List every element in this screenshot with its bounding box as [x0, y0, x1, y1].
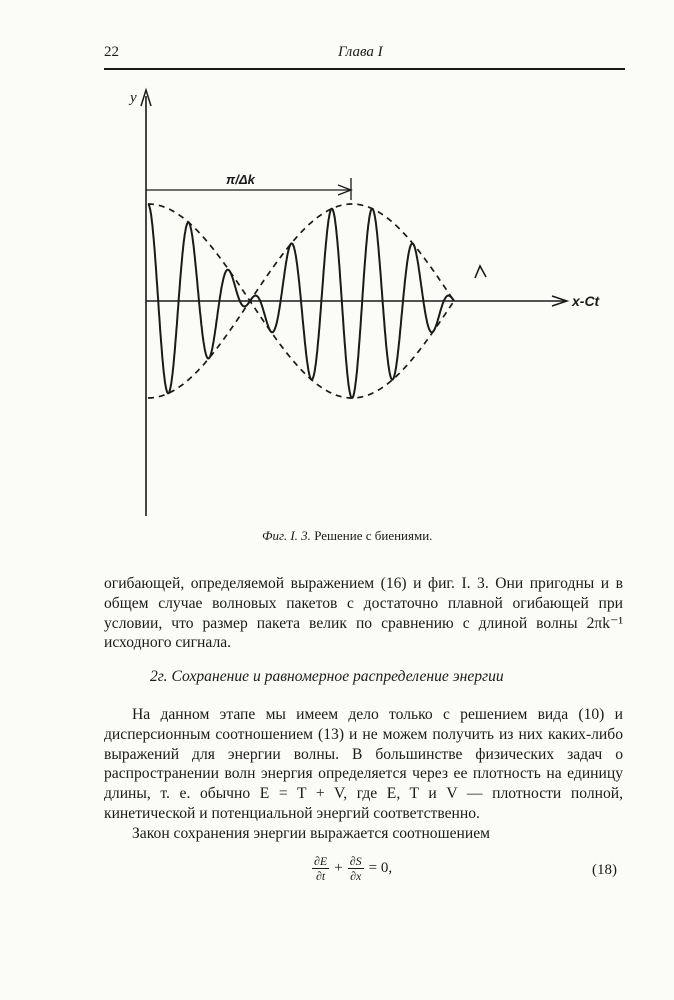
fraction-denominator: ∂t: [316, 869, 326, 883]
equation-rhs: = 0,: [368, 860, 393, 876]
dimension-label: π/Δk: [226, 172, 255, 187]
fraction-numerator: ∂E: [314, 854, 328, 868]
x-axis-label: x-Ct: [572, 293, 600, 309]
paragraph-3: Закон сохранения энергии выражается соотношением: [132, 825, 491, 842]
plus-sign: +: [334, 860, 343, 876]
fraction-numerator: ∂S: [349, 854, 362, 868]
section-title: 2г. Сохранение и равномерное распределение энергии: [150, 668, 504, 685]
paragraph-1: огибающей, определяемой выражением (16) и фиг. I. 3. Они пригодны и в общем случае волновых пакетов с достаточно плавной огибающей при условии, что размер пакета велик по сравнению с длиной волны 2πk⁻¹ исходного сигнала.: [104, 575, 623, 652]
fraction-denominator: ∂x: [350, 869, 362, 883]
equation-18: [312, 854, 397, 883]
paragraph-2: На данном этапе мы имеем дело только с решением вида (10) и дисперсионным соотношением (13) и не можем получить из них каких-либо выражений для энергии волны. В большинстве физических задач о распространении волн энергия определяется через ее плотность на единицу длины, т. е. обычно E = T + V, где E, T и V — плотности полной, кинетической и потенциальной энергий соответственно.: [104, 706, 623, 822]
lower-envelope-curve: [148, 301, 454, 398]
y-axis-label: y: [130, 90, 137, 106]
figure-caption-text: Решение с биениями.: [314, 528, 433, 543]
equation-number: (18): [592, 862, 617, 878]
wave-end-arrow: [475, 266, 486, 278]
page-number: 22: [104, 44, 119, 60]
figure-caption: [262, 528, 432, 544]
fraction-dE-dt: [312, 854, 329, 883]
figure-caption-label: Фиг. I. 3.: [262, 528, 311, 543]
running-head: Глава I: [338, 44, 383, 60]
fraction-dS-dx: [348, 854, 364, 883]
